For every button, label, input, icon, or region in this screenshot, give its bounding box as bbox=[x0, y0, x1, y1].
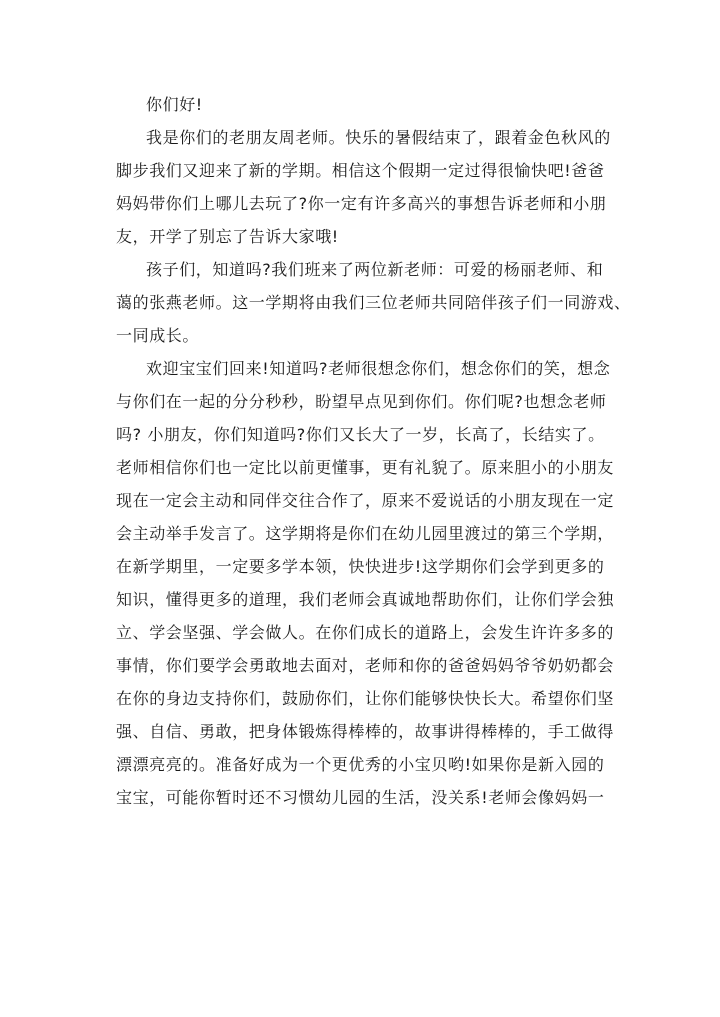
paragraph-1-line-2: 脚步我们又迎来了新的学期。相信这个假期一定过得很愉快吧!爸爸 bbox=[116, 161, 605, 180]
paragraph-2-line-2: 蔼的张燕老师。这一学期将由我们三位老师共同陪伴孩子们一同游戏、 bbox=[116, 293, 631, 312]
paragraph-3-line-12: 强、自信、勇敢，把身体锻炼得棒棒的，故事讲得棒棒的，手工做得 bbox=[116, 722, 615, 741]
paragraph-3-line-11: 在你的身边支持你们，鼓励你们，让你们能够快快长大。希望你们坚 bbox=[116, 689, 615, 708]
paragraph-3-line-7: 在新学期里，一定要多学本领，快快进步!这学期你们会学到更多的 bbox=[116, 557, 605, 576]
paragraph-3-line-8: 知识，懂得更多的道理，我们老师会真诚地帮助你们，让你们学会独 bbox=[116, 590, 615, 609]
paragraph-3-line-4: 老师相信你们也一定比以前更懂事，更有礼貌了。原来胆小的小朋友 bbox=[116, 458, 615, 477]
paragraph-3-line-13: 漂漂亮亮的。准备好成为一个更优秀的小宝贝哟!如果你是新入园的 bbox=[116, 755, 605, 774]
letter-body bbox=[116, 88, 631, 814]
paragraph-3-line-9: 立、学会坚强、学会做人。在你们成长的道路上，会发生许许多多的 bbox=[116, 623, 615, 642]
paragraph-1-line-3: 妈妈带你们上哪儿去玩了?你一定有许多高兴的事想告诉老师和小朋 bbox=[116, 194, 607, 213]
paragraph-3-line-5: 现在一定会主动和同伴交往合作了，原来不爱说话的小朋友现在一定 bbox=[116, 491, 615, 510]
paragraph-3-line-3: 吗? 小朋友，你们知道吗?你们又长大了一岁，长高了，长结实了。 bbox=[116, 425, 605, 444]
greeting-line: 你们好! bbox=[146, 95, 203, 114]
paragraph-2-line-1: 孩子们，知道吗?我们班来了两位新老师：可爱的杨丽老师、和 bbox=[146, 260, 604, 279]
paragraph-3-line-1: 欢迎宝宝们回来!知道吗?老师很想念你们，想念你们的笑，想念 bbox=[146, 359, 611, 378]
paragraph-3-line-10: 事情，你们要学会勇敢地去面对，老师和你的爸爸妈妈爷爷奶奶都会 bbox=[116, 656, 615, 675]
paragraph-1-line-4: 友，开学了别忘了告诉大家哦! bbox=[116, 227, 339, 246]
paragraph-3-line-2: 与你们在一起的分分秒秒，盼望早点见到你们。你们呢?也想念老师 bbox=[116, 392, 607, 411]
paragraph-2-line-3: 一同成长。 bbox=[116, 326, 200, 345]
paragraph-3-line-14: 宝宝，可能你暂时还不习惯幼儿园的生活，没关系!老师会像妈妈一 bbox=[116, 788, 605, 807]
paragraph-1-line-1: 我是你们的老朋友周老师。快乐的暑假结束了，跟着金色秋风的 bbox=[146, 128, 611, 147]
paragraph-3-line-6: 会主动举手发言了。这学期将是你们在幼儿园里渡过的第三个学期， bbox=[116, 524, 615, 543]
